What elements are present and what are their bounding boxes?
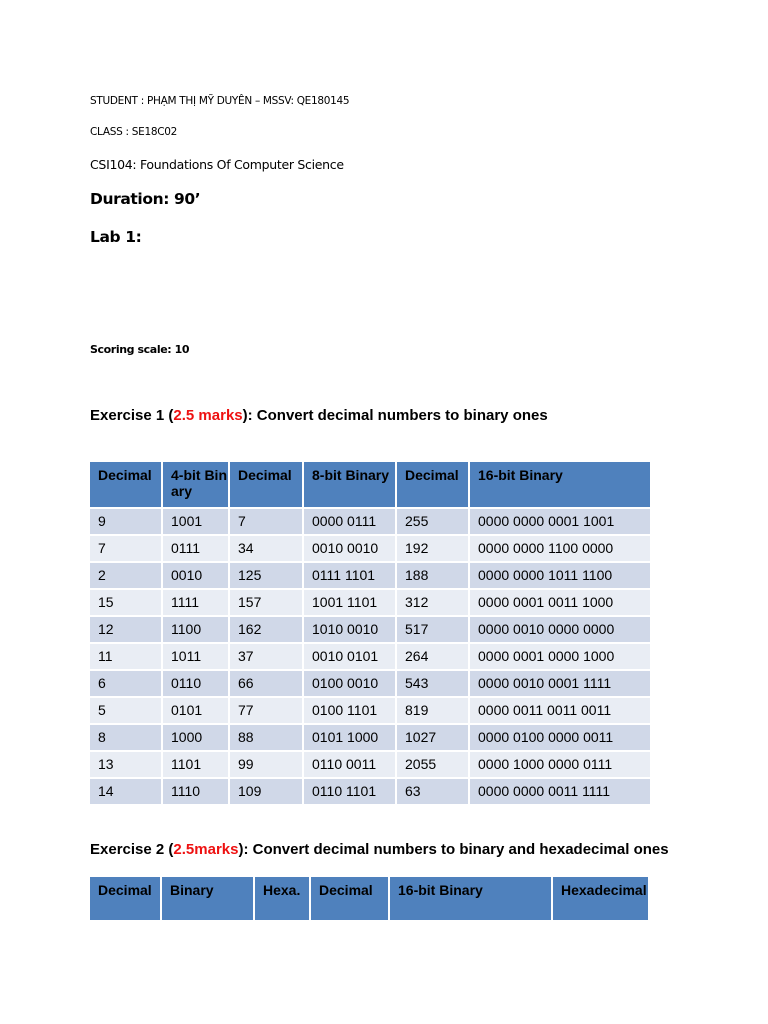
table-cell: 0000 0111: [304, 509, 395, 534]
table-cell: 14: [90, 779, 161, 804]
table-cell: 1011: [163, 644, 228, 669]
exercise-1-suffix: ): Convert decimal numbers to binary ones: [242, 407, 548, 424]
column-header: 16-bit Binary: [470, 462, 650, 507]
table-cell: 819: [397, 698, 468, 723]
table-cell: 0010: [163, 563, 228, 588]
table-cell: 66: [230, 671, 302, 696]
table-cell: 0000 0010 0001 1111: [470, 671, 650, 696]
duration-heading: Duration: 90’: [90, 190, 201, 208]
column-header: Decimal: [230, 462, 302, 507]
table-cell: 15: [90, 590, 161, 615]
student-line: STUDENT : PHẠM THỊ MỸ DUYÊN – MSSV: QE180145: [90, 95, 350, 107]
table-cell: 1110: [163, 779, 228, 804]
exercise-2-prefix: Exercise 2 (: [90, 841, 174, 858]
scoring-scale: Scoring scale: 10: [90, 343, 190, 356]
exercise-2-table: [88, 875, 650, 922]
table-cell: 0000 0000 1011 1100: [470, 563, 650, 588]
table-cell: 34: [230, 536, 302, 561]
table-cell: 0000 0010 0000 0000: [470, 617, 650, 642]
column-header: Hexadecimal: [553, 877, 648, 920]
table-cell: 1000: [163, 725, 228, 750]
table-cell: 1027: [397, 725, 468, 750]
table-cell: 0110 0011: [304, 752, 395, 777]
table-row: [90, 590, 650, 615]
table-header-row: [90, 877, 648, 920]
table-cell: 37: [230, 644, 302, 669]
exercise-2-title: [90, 841, 669, 858]
table-cell: 0100 1101: [304, 698, 395, 723]
column-header: Hexa.: [255, 877, 309, 920]
table-cell: 188: [397, 563, 468, 588]
table-cell: 1001: [163, 509, 228, 534]
table-row: [90, 779, 650, 804]
table-cell: 11: [90, 644, 161, 669]
table-cell: 1111: [163, 590, 228, 615]
table-row: [90, 752, 650, 777]
table-cell: 8: [90, 725, 161, 750]
exercise-1-marks: 2.5 marks: [173, 407, 243, 424]
table-cell: 6: [90, 671, 161, 696]
column-header: 16-bit Binary: [390, 877, 551, 920]
table-cell: 0101: [163, 698, 228, 723]
table-cell: 0111 1101: [304, 563, 395, 588]
table-cell: 0000 0100 0000 0011: [470, 725, 650, 750]
table-cell: 77: [230, 698, 302, 723]
table-cell: 0110 1101: [304, 779, 395, 804]
table-cell: 0000 0001 0011 1000: [470, 590, 650, 615]
column-header: Decimal: [90, 462, 161, 507]
table-row: [90, 563, 650, 588]
exercise-1-title: [90, 407, 548, 424]
table-cell: 255: [397, 509, 468, 534]
table-row: [90, 698, 650, 723]
table-cell: 0000 0000 0011 1111: [470, 779, 650, 804]
table-cell: 0101 1000: [304, 725, 395, 750]
table-cell: 1010 0010: [304, 617, 395, 642]
column-header: Decimal: [311, 877, 388, 920]
table-cell: 7: [90, 536, 161, 561]
table-cell: 264: [397, 644, 468, 669]
table-cell: 1001 1101: [304, 590, 395, 615]
table-cell: 0000 0000 1100 0000: [470, 536, 650, 561]
table-row: [90, 536, 650, 561]
table-cell: 0111: [163, 536, 228, 561]
course-title: CSI104: Foundations Of Computer Science: [90, 157, 344, 172]
table-row: [90, 617, 650, 642]
table-row: [90, 725, 650, 750]
table-row: [90, 671, 650, 696]
table-cell: 162: [230, 617, 302, 642]
table-cell: 0000 0000 0001 1001: [470, 509, 650, 534]
column-header: 8-bit Binary: [304, 462, 395, 507]
table-cell: 0110: [163, 671, 228, 696]
table-cell: 2055: [397, 752, 468, 777]
exercise-1-prefix: Exercise 1 (: [90, 407, 174, 424]
table-cell: 157: [230, 590, 302, 615]
table-cell: 63: [397, 779, 468, 804]
table-cell: 0010 0101: [304, 644, 395, 669]
column-header: Decimal: [397, 462, 468, 507]
exercise-1-table: [88, 460, 652, 806]
column-header: Decimal: [90, 877, 160, 920]
table-cell: 543: [397, 671, 468, 696]
table-header-row: [90, 462, 650, 507]
table-cell: 2: [90, 563, 161, 588]
table-cell: 0000 1000 0000 0111: [470, 752, 650, 777]
table-cell: 7: [230, 509, 302, 534]
table-cell: 99: [230, 752, 302, 777]
table-cell: 125: [230, 563, 302, 588]
table-cell: 88: [230, 725, 302, 750]
table-cell: 0100 0010: [304, 671, 395, 696]
table-cell: 12: [90, 617, 161, 642]
table-cell: 9: [90, 509, 161, 534]
table-cell: 0010 0010: [304, 536, 395, 561]
table-cell: 0000 0001 0000 1000: [470, 644, 650, 669]
lab-heading: Lab 1:: [90, 228, 142, 246]
table-row: [90, 509, 650, 534]
table-cell: 5: [90, 698, 161, 723]
table-row: [90, 644, 650, 669]
table-cell: 13: [90, 752, 161, 777]
column-header: Binary: [162, 877, 253, 920]
table-cell: 109: [230, 779, 302, 804]
table-cell: 312: [397, 590, 468, 615]
table-cell: 192: [397, 536, 468, 561]
class-line: CLASS : SE18C02: [90, 126, 178, 138]
table-cell: 0000 0011 0011 0011: [470, 698, 650, 723]
table-cell: 1101: [163, 752, 228, 777]
exercise-2-marks: 2.5marks: [173, 841, 239, 858]
table-cell: 517: [397, 617, 468, 642]
exercise-2-suffix: ): Convert decimal numbers to binary and hexadecimal ones: [238, 841, 669, 858]
column-header: 4-bit Binary: [163, 462, 228, 507]
table-cell: 1100: [163, 617, 228, 642]
